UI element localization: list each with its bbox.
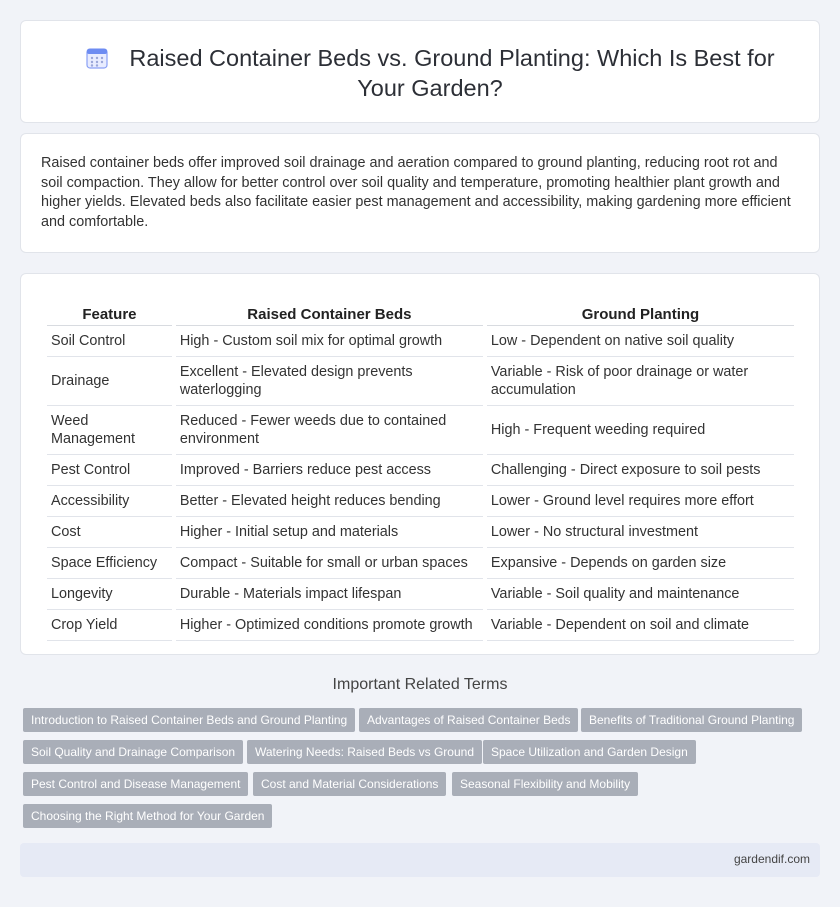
feature-cell: Crop Yield <box>47 610 172 641</box>
table-row <box>47 486 794 517</box>
footer <box>20 843 820 877</box>
related-terms-heading: Important Related Terms <box>332 676 508 693</box>
intro-text: Raised container beds offer improved soil drainage and aeration compared to ground planting, reducing root rot and soil compaction. They allow for better control over soil quality and temperature, promoting healthier plant growth and higher yields. Elevated beds also facilitate easier pest management and accessibility, making gardening more efficient and comfortable. <box>41 155 791 231</box>
title-card <box>20 20 820 123</box>
related-term-tag[interactable]: Soil Quality and Drainage Comparison <box>23 740 243 764</box>
table-row <box>47 517 794 548</box>
related-term-tag[interactable]: Benefits of Traditional Ground Planting <box>581 708 802 732</box>
intro-card <box>20 133 820 253</box>
feature-cell: Cost <box>47 517 172 548</box>
header-feature: Feature <box>47 294 172 326</box>
calendar-icon <box>85 46 109 70</box>
feature-cell: Pest Control <box>47 455 172 486</box>
ground-cell: Variable - Soil quality and maintenance <box>487 579 794 610</box>
table-row <box>47 548 794 579</box>
related-term-tag[interactable]: Introduction to Raised Container Beds and Ground Planting <box>23 708 355 732</box>
feature-cell: Drainage <box>47 357 172 406</box>
table-row <box>47 579 794 610</box>
feature-cell: Accessibility <box>47 486 172 517</box>
raised-cell: Compact - Suitable for small or urban spaces <box>176 548 483 579</box>
table-row <box>47 406 794 455</box>
page-title: Raised Container Beds vs. Ground Planting: Which Is Best for Your Garden? <box>129 45 775 101</box>
table-row <box>47 326 794 357</box>
table-row <box>47 357 794 406</box>
raised-cell: Reduced - Fewer weeds due to contained environment <box>176 406 483 455</box>
related-term-tag[interactable]: Choosing the Right Method for Your Garden <box>23 804 272 828</box>
table-row <box>47 455 794 486</box>
related-term-tag[interactable]: Cost and Material Considerations <box>253 772 446 796</box>
ground-cell: High - Frequent weeding required <box>487 406 794 455</box>
raised-cell: Durable - Materials impact lifespan <box>176 579 483 610</box>
header-raised-beds: Raised Container Beds <box>176 294 483 326</box>
raised-cell: Excellent - Elevated design prevents waterlogging <box>176 357 483 406</box>
comparison-card <box>20 273 820 655</box>
feature-cell: Longevity <box>47 579 172 610</box>
ground-cell: Variable - Dependent on soil and climate <box>487 610 794 641</box>
related-term-tag[interactable]: Watering Needs: Raised Beds vs Ground <box>247 740 482 764</box>
raised-cell: Better - Elevated height reduces bending <box>176 486 483 517</box>
ground-cell: Challenging - Direct exposure to soil pests <box>487 455 794 486</box>
table-row <box>47 610 794 641</box>
header-ground-planting: Ground Planting <box>487 294 794 326</box>
table-header-row <box>47 294 794 326</box>
feature-cell: Soil Control <box>47 326 172 357</box>
related-term-tag[interactable]: Pest Control and Disease Management <box>23 772 248 796</box>
related-term-tag[interactable]: Space Utilization and Garden Design <box>483 740 696 764</box>
comparison-table <box>43 294 798 641</box>
feature-cell: Space Efficiency <box>47 548 172 579</box>
ground-cell: Lower - Ground level requires more effort <box>487 486 794 517</box>
footer-site-link[interactable]: gardendif.com <box>733 852 810 866</box>
ground-cell: Lower - No structural investment <box>487 517 794 548</box>
raised-cell: Higher - Optimized conditions promote growth <box>176 610 483 641</box>
raised-cell: Higher - Initial setup and materials <box>176 517 483 548</box>
raised-cell: Improved - Barriers reduce pest access <box>176 455 483 486</box>
ground-cell: Expansive - Depends on garden size <box>487 548 794 579</box>
feature-cell: Weed Management <box>47 406 172 455</box>
related-term-tag[interactable]: Seasonal Flexibility and Mobility <box>452 772 638 796</box>
raised-cell: High - Custom soil mix for optimal growth <box>176 326 483 357</box>
ground-cell: Variable - Risk of poor drainage or water accumulation <box>487 357 794 406</box>
related-term-tag[interactable]: Advantages of Raised Container Beds <box>359 708 578 732</box>
ground-cell: Low - Dependent on native soil quality <box>487 326 794 357</box>
